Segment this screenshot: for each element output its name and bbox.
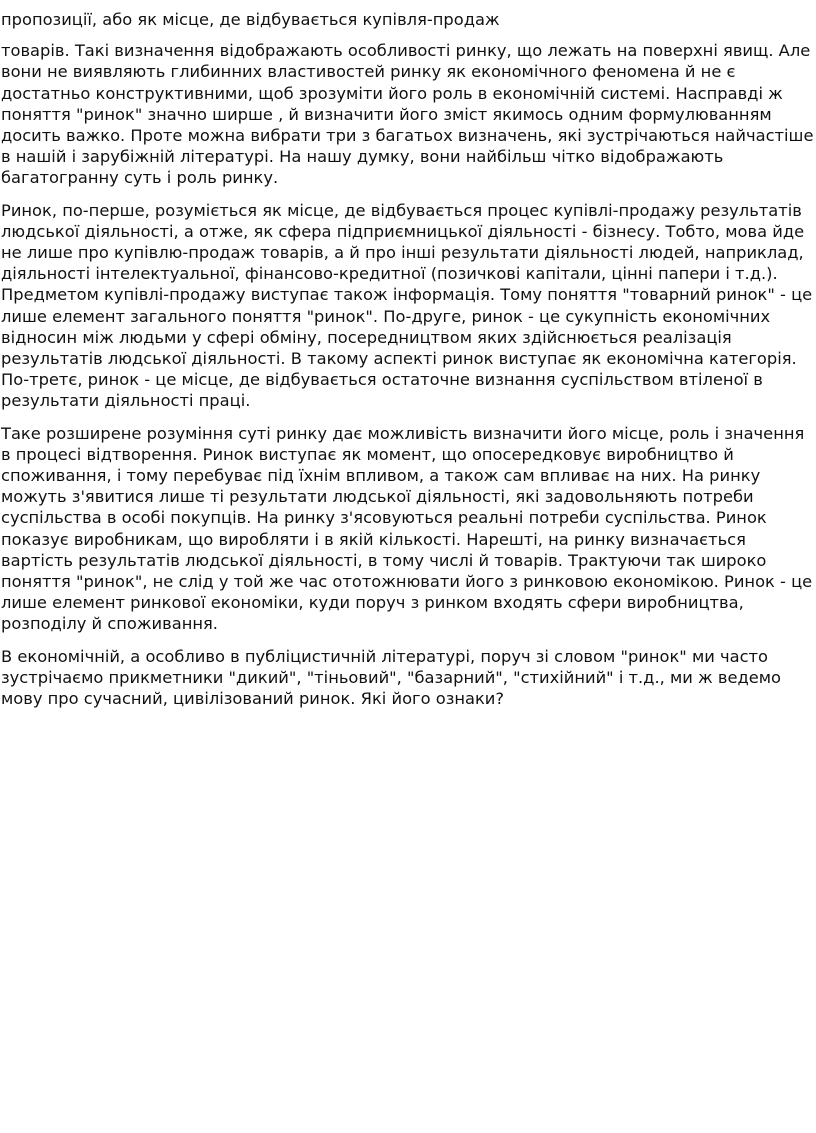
paragraph-market-meanings: Ринок, по-перше, розуміється як місце, де відбувається процес купівлі-продажу результатів людської діяльності, а отже, як сфера підприємницької діяльності - бізнесу. Тобто, мова йде не лише про купівлю-продаж товарів, а й про інші результати діяльності людей, наприклад, діяльності інтелектуальної, фінансово-кредитної (позичкові капітали, цінні папери і т.д.). Предметом купівлі-продажу виступає також інформація. Тому поняття "товарний ринок" - це лише елемент загального поняття "ринок". По-друге, ринок - це сукупність економічних відносин між людьми у сфері обміну, посередництвом яких здійснюється реалізація результатів людської діяльності. В такому аспекті ринок виступає як економічна категорія. По-третє, ринок - це місце, де відбувається остаточне визнання суспільством втіленої в результати діяльності праці.: [1, 200, 813, 411]
paragraph-civilized-market: В економічній, а особливо в публіцистичній літературі, поруч зі словом "ринок" ми часто зустрічаємо прикметники "дикий", "тіньовий", "базарний", "стихійний" і т.д., ми ж ведемо мову про сучасний, цивілізований ринок. Які його ознаки?: [1, 646, 781, 709]
paragraph-intro-fragment: пропозиції, або як місце, де відбувається купівля-продаж: [1, 10, 500, 29]
paragraph-market-definitions: товарів. Такі визначення відображають особливості ринку, що лежать на поверхні явищ. Але вони не виявляють глибинних властивостей ринку як економічного феномена й не є достатньо конструктивними, щоб зрозуміти його роль в економічній системі. Насправді ж поняття "ринок" значно ширше , й визначити його зміст якимось одним формулюванням досить важко. Проте можна вибрати три з багатьох визначень, які зустрічаються найчастіше в нашій і зарубіжній літературі. На нашу думку, вони найбільш чітко відображають багатогранну суть і роль ринку.: [1, 41, 814, 188]
paragraph-market-role: Таке розширене розуміння суті ринку дає можливість визначити його місце, роль і значення в процесі відтворення. Ринок виступає як момент, що опосередковує виробництво й споживання, і тому перебуває під їхнім впливом, а також сам впливає на них. На ринку можуть з'явитися лише ті результати людської діяльності, які задовольняють потреби суспільства в особі покупців. На ринку з'ясовуються реальні потреби суспільства. Ринок показує виробникам, що виробляти і в якій кількості. Нарешті, на ринку визначається вартість результатів людської діяльності, в тому числі й товарів. Трактуючи так широко поняття "ринок", не слід у той же час ототожнювати його з ринковою економікою. Ринок - це лише елемент ринкової економіки, куди поруч з ринком входять сфери виробництва, розподілу й споживання.: [1, 423, 813, 634]
